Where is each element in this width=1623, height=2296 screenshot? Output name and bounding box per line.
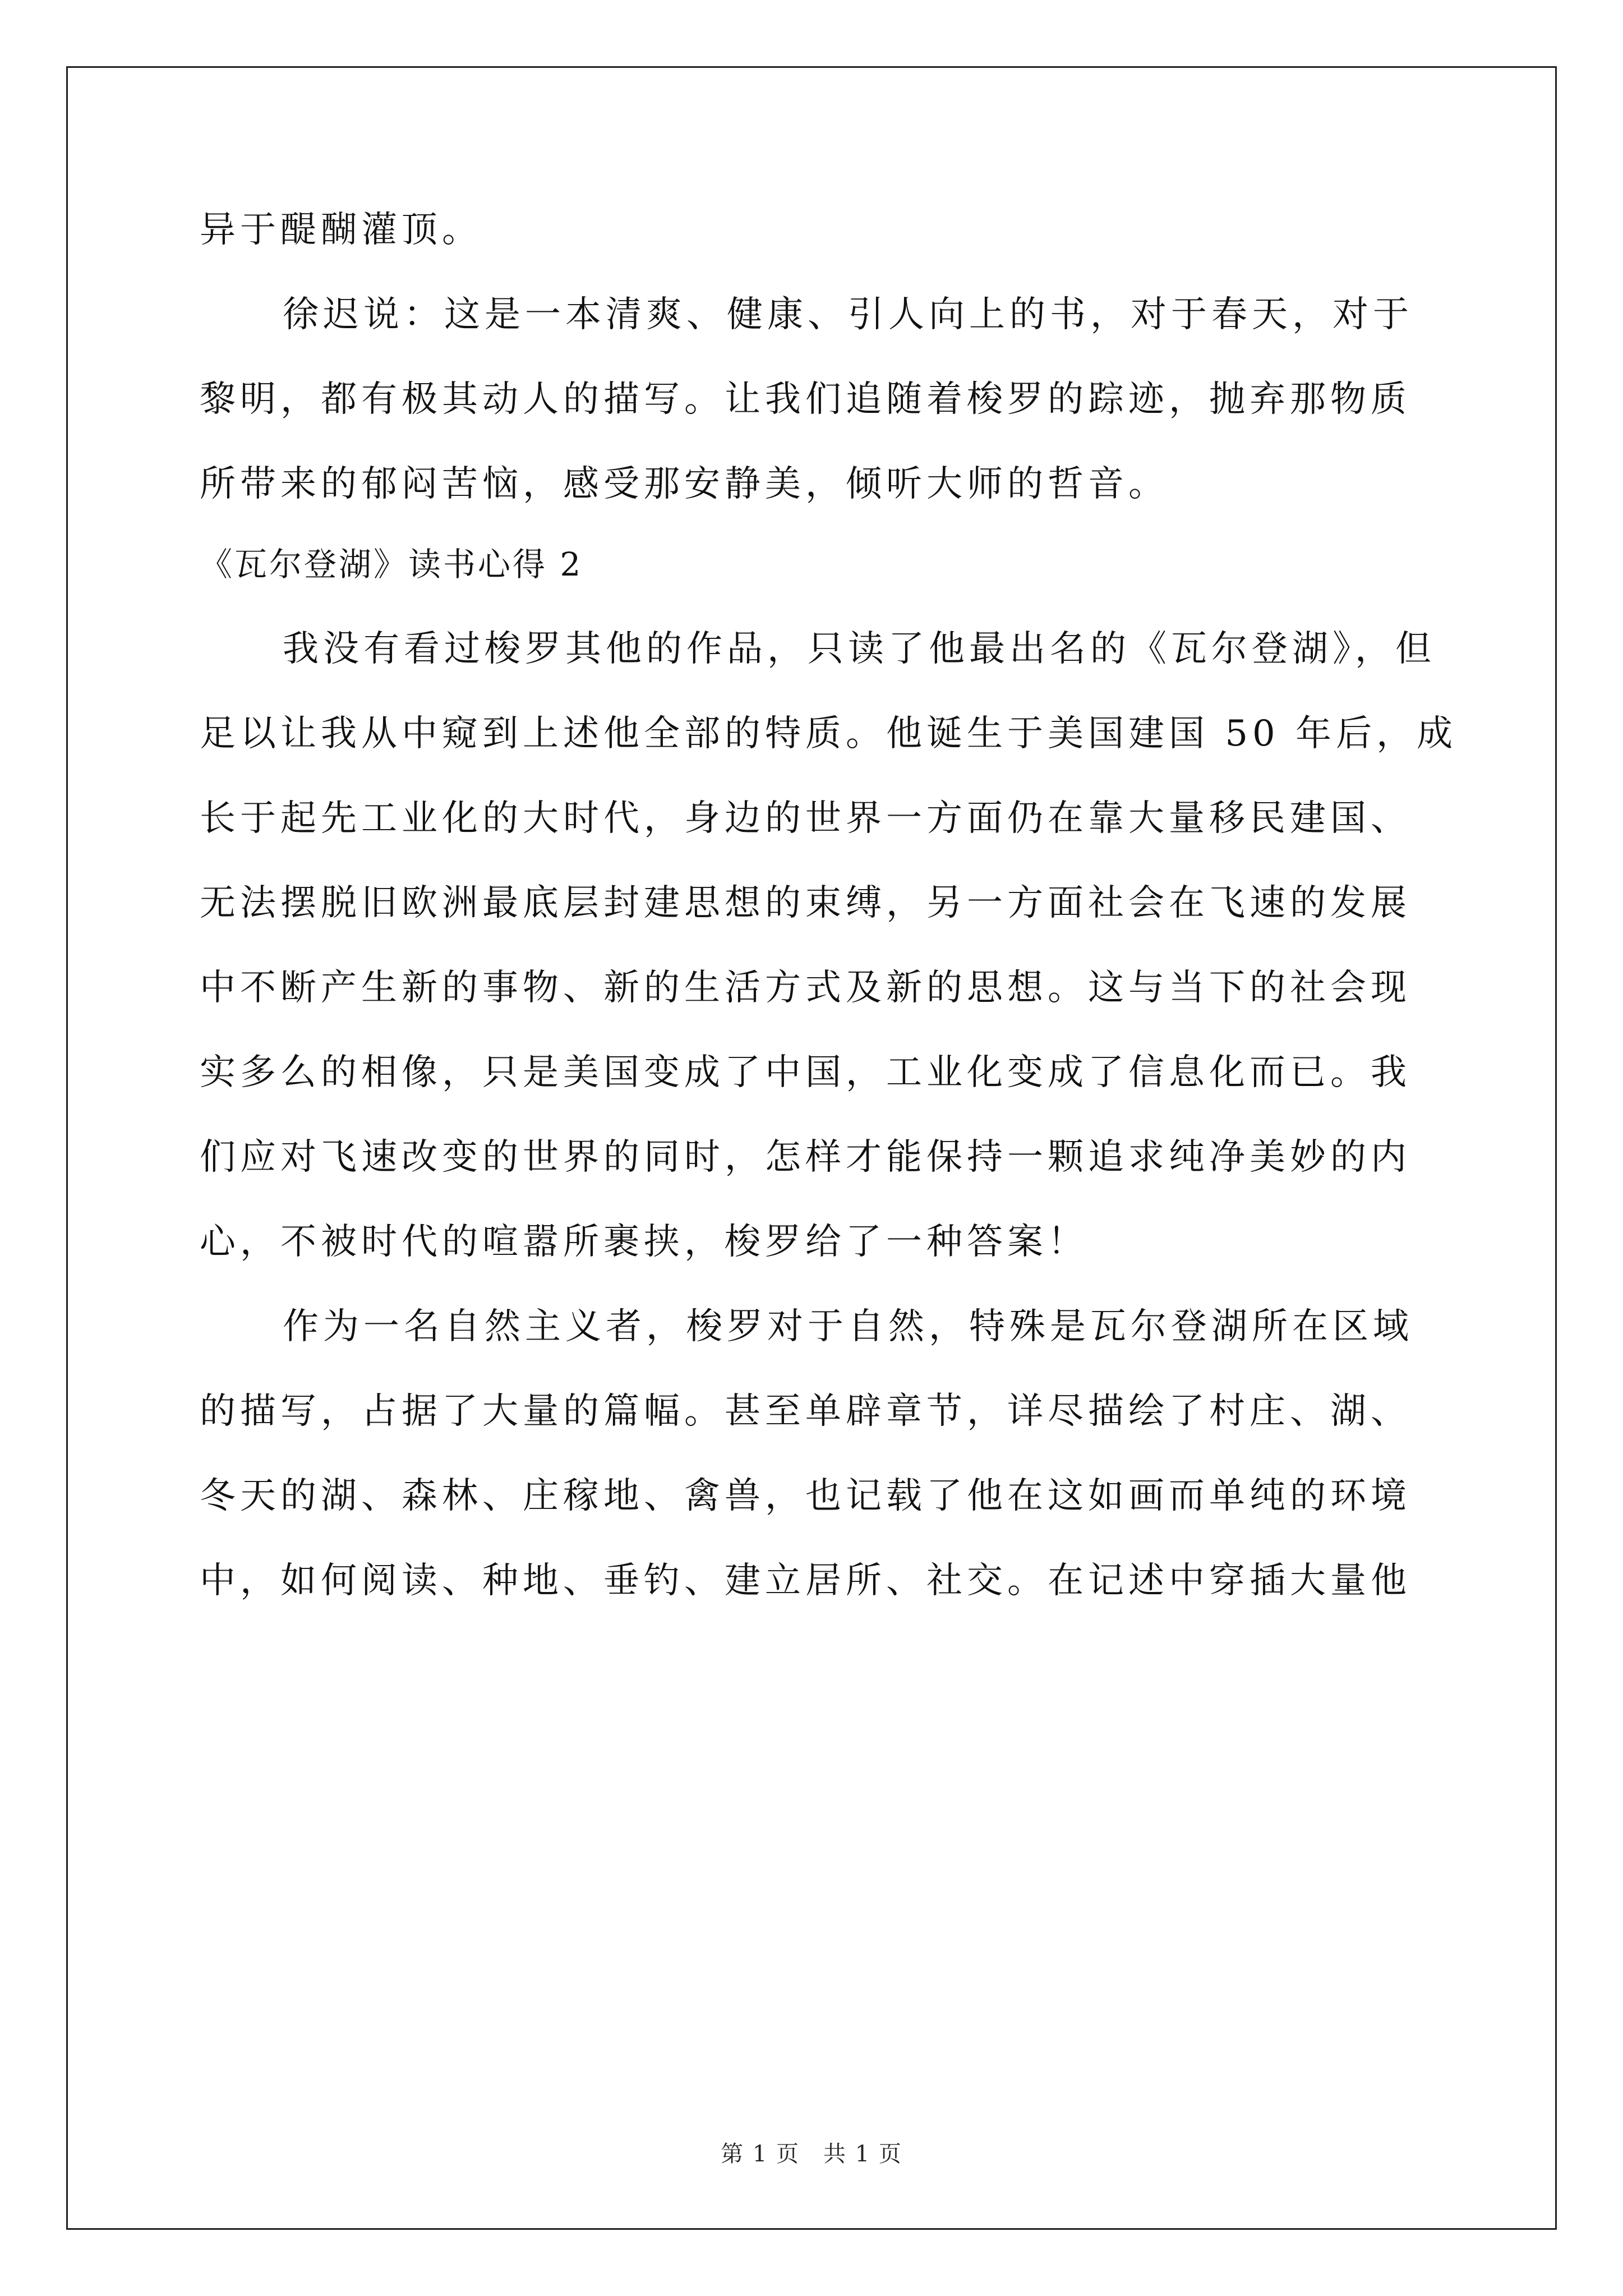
text-line: 实多么的相像，只是美国变成了中国，工业化变成了信息化而已。我	[200, 1052, 1411, 1093]
text-line: 中，如何阅读、种地、垂钓、建立居所、社交。在记述中穿插大量他	[200, 1560, 1411, 1602]
page-number-footer: 第 1 页 共 1 页	[721, 2141, 902, 2167]
text-line: 冬天的湖、森林、庄稼地、禽兽，也记载了他在这如画而单纯的环境	[200, 1475, 1411, 1517]
text-line: 所带来的郁闷苦恼，感受那安静美，倾听大师的哲音。	[200, 463, 1169, 505]
paragraph-first-line: 我没有看过梭罗其他的作品，只读了他最出名的《瓦尔登湖》，但	[283, 628, 1436, 670]
text-line: 长于起先工业化的大时代，身边的世界一方面仍在靠大量移民建国、	[200, 798, 1411, 839]
text-line: 足以让我从中窥到上述他全部的特质。他诞生于美国建国 50 年后，成	[200, 713, 1458, 754]
text-line: 的描写，占据了大量的篇幅。甚至单辟章节，详尽描绘了村庄、湖、	[200, 1391, 1411, 1432]
paragraph-first-line: 作为一名自然主义者，梭罗对于自然，特殊是瓦尔登湖所在区域	[283, 1306, 1413, 1347]
text-line: 心，不被时代的喧嚣所裹挟，梭罗给了一种答案！	[200, 1221, 1088, 1263]
text-line: 中不断产生新的事物、新的生活方式及新的思想。这与当下的社会现	[200, 967, 1411, 1009]
section-heading: 《瓦尔登湖》读书心得 2	[200, 545, 583, 583]
text-line: 们应对飞速改变的世界的同时，怎样才能保持一颗追求纯净美妙的内	[200, 1137, 1411, 1178]
text-line: 异于醍醐灌顶。	[200, 209, 482, 251]
text-line: 无法摆脱旧欧洲最底层封建思想的束缚，另一方面社会在飞速的发展	[200, 882, 1411, 924]
text-line: 黎明，都有极其动人的描写。让我们追随着梭罗的踪迹，抛弃那物质	[200, 379, 1411, 420]
document-body	[200, 208, 1458, 1604]
paragraph-first-line: 徐迟说：这是一本清爽、健康、引人向上的书，对于春天，对于	[283, 294, 1413, 335]
